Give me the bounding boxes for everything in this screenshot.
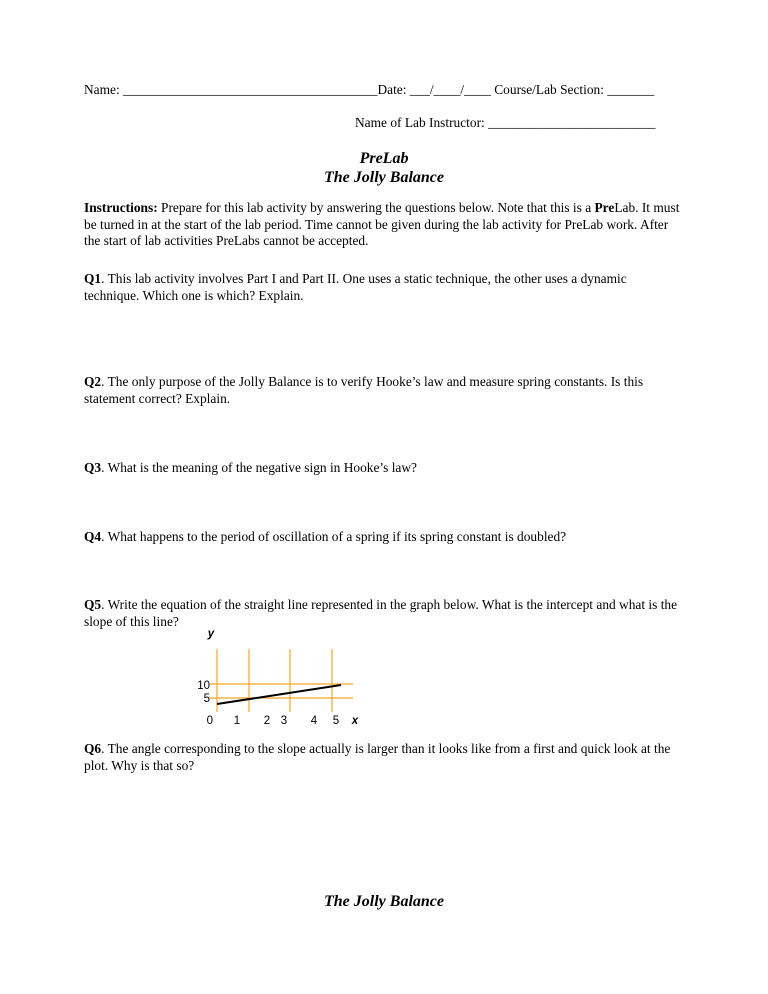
x-tick-label-1: 1 [233,715,241,727]
question-q4 [84,529,684,546]
instructions-text-after: Lab. It must be turned in at the start of the lab period. Time cannot be given during the lab activity for PreLab work. After the start of lab activities PreLabs cannot be accepted. [84,200,680,249]
x-axis-label: x [351,715,359,727]
question-label: Q1 [84,271,102,286]
question-label: Q4 [84,529,102,544]
prelab-heading: PreLab [359,150,409,167]
question-text: . The angle corresponding to the slope actually is larger than it looks like from a first and quick look at the plot. Why is that so? [84,741,671,773]
y-tick-label-10: 10 [197,680,210,692]
y-axis-label: y [207,628,215,640]
x-tick-label-3: 3 [280,715,288,727]
question-label: Q6 [84,741,102,756]
x-tick-label-5: 5 [332,715,340,727]
instructions-label: Instructions: [84,200,158,215]
instructions-paragraph [84,200,684,250]
question-text: . What is the meaning of the negative sign in Hooke’s law? [101,460,417,475]
question-label: Q3 [84,460,102,475]
question-text: . What happens to the period of oscillation of a spring if its spring constant is doubled? [101,529,567,544]
page-title: The Jolly Balance [324,169,444,186]
question-text: . The only purpose of the Jolly Balance is to verify Hooke’s law and measure spring constants. Is this statement correct? Explain. [84,374,644,406]
data-series-line [217,685,341,704]
x-tick-label-4: 4 [310,715,318,727]
question-text: . Write the equation of the straight line represented in the graph below. What is the intercept and what is the slope of this line? [84,597,678,629]
question-label: Q5 [84,597,102,612]
question-q3 [84,460,684,477]
instructions-bold-word: Pre [594,200,615,215]
line-graph [180,625,420,730]
name-date-section-line: Name: ______________________________________Date: ___/____/____ Course/Lab Section: _______ [84,82,655,97]
instructions-text-before: Prepare for this lab activity by answering the questions below. Note that this is a [157,200,595,215]
x-tick-label-2: 2 [263,715,271,727]
lab-instructor-line: Name of Lab Instructor: _________________________ [355,115,656,130]
origin-label: 0 [206,715,213,727]
question-q6 [84,741,684,774]
y-tick-label-5: 5 [203,693,210,705]
question-text: . This lab activity involves Part I and Part II. One uses a static technique, the other uses a dynamic technique. Which one is which? Explain. [84,271,627,303]
footer-title: The Jolly Balance [324,893,444,910]
question-label: Q2 [84,374,102,389]
question-q2 [84,374,684,407]
question-q1 [84,271,684,304]
